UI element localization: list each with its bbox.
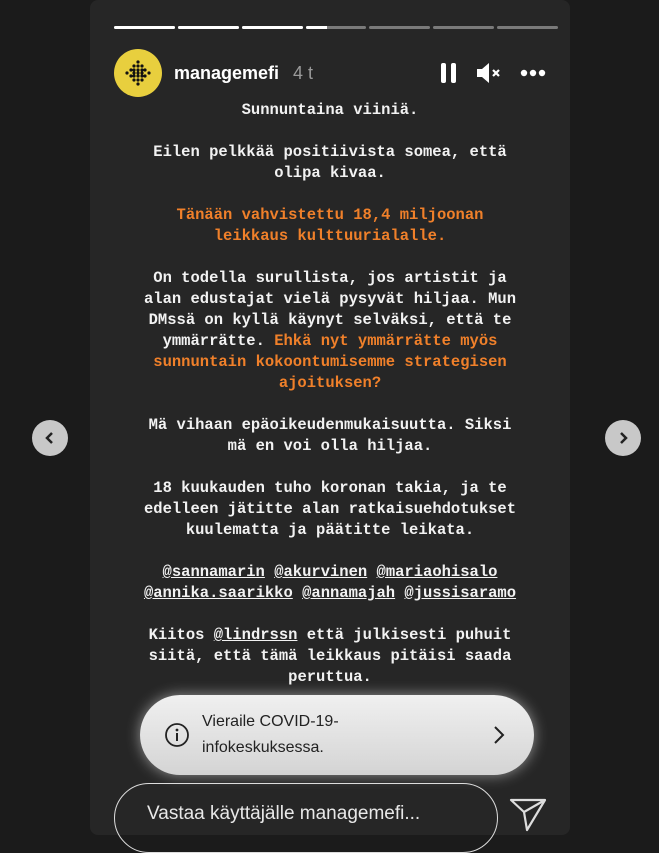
mention-link[interactable]: @annika.saarikko — [143, 584, 293, 602]
story-line — [90, 310, 570, 331]
covid-info-sticker[interactable] — [140, 695, 534, 775]
story-text-segment — [265, 563, 274, 581]
story-paragraph — [90, 268, 570, 394]
story-paragraph — [90, 205, 570, 247]
progress-segment — [306, 26, 367, 29]
progress-segment — [114, 26, 175, 29]
story-text-segment: ajoituksen? — [278, 374, 382, 392]
story-text-segment: peruttua. — [288, 668, 372, 686]
logo-icon — [123, 58, 153, 88]
mention-link[interactable]: @lindrssn — [213, 626, 298, 644]
story-text-segment: edelleen jätitte alan ratkaisuehdotukset — [143, 500, 517, 518]
story-text-segment: ymmärrätte. — [162, 332, 275, 350]
story-line — [90, 583, 570, 604]
progress-fill — [114, 26, 175, 29]
story-line — [90, 226, 570, 247]
story-line — [90, 100, 570, 121]
story-line — [90, 205, 570, 226]
story-paragraph — [90, 562, 570, 604]
story-text-segment: olipa kivaa. — [274, 164, 386, 182]
story-line — [90, 646, 570, 667]
chevron-right-icon — [616, 431, 630, 445]
story-line — [90, 667, 570, 688]
more-options-button[interactable] — [520, 69, 546, 77]
story-line — [90, 331, 570, 352]
send-icon — [509, 797, 547, 833]
story-text-segment: mä en voi olla hiljaa. — [227, 437, 433, 455]
story-header — [114, 48, 546, 98]
covid-info-text: Vieraile COVID-19-infokeskuksessa. — [202, 713, 339, 756]
story-line — [90, 478, 570, 499]
progress-segment — [178, 26, 239, 29]
mention-link[interactable]: @annamajah — [302, 584, 396, 602]
story-line — [90, 268, 570, 289]
story-text-segment: Tänään vahvistettu 18,4 miljoonan — [176, 206, 484, 224]
next-story-button[interactable] — [605, 420, 641, 456]
progress-segment — [433, 26, 494, 29]
post-time: 4 t — [293, 62, 314, 83]
story-text-segment: Eilen pelkkää positiivista somea, että — [153, 143, 507, 161]
story-paragraph — [90, 415, 570, 457]
progress-segment — [497, 26, 558, 29]
story-text-segment — [293, 584, 302, 602]
story-text-segment: Ehkä nyt ymmärrätte myös — [274, 332, 498, 350]
story-text-segment: alan edustajat vielä pysyvät hiljaa. Mun — [143, 290, 517, 308]
story-paragraph — [90, 100, 570, 121]
story-paragraph — [90, 142, 570, 184]
muted-speaker-icon — [476, 62, 502, 84]
reply-input[interactable] — [145, 802, 479, 826]
story-text-segment: DMssä on kyllä käynyt selväksi, että te — [148, 311, 512, 329]
chevron-right-icon — [492, 725, 506, 745]
progress-fill — [178, 26, 239, 29]
story-text — [90, 100, 570, 709]
story-progress — [114, 26, 558, 29]
story-text-segment: siitä, että tämä leikkaus pitäisi saada — [148, 647, 512, 665]
reply-field[interactable] — [114, 783, 498, 853]
mention-link[interactable]: @mariaohisalo — [376, 563, 498, 581]
story-line — [90, 352, 570, 373]
more-icon — [520, 69, 546, 77]
mention-link[interactable]: @akurvinen — [274, 563, 368, 581]
story-paragraph — [90, 478, 570, 541]
story-text-segment: 18 kuukauden tuho koronan takia, ja te — [153, 479, 507, 497]
mention-link[interactable]: @sannamarin — [162, 563, 265, 581]
progress-fill — [306, 26, 327, 29]
progress-segment — [369, 26, 430, 29]
mention-link[interactable]: @jussisaramo — [404, 584, 517, 602]
story-text-segment: kuulematta ja päätitte leikata. — [185, 521, 475, 539]
username-link[interactable]: managemefi — [174, 62, 280, 83]
send-button[interactable] — [509, 797, 547, 838]
pause-button[interactable] — [440, 62, 458, 84]
pause-icon — [440, 62, 458, 84]
story-line — [90, 436, 570, 457]
story-line — [90, 562, 570, 583]
previous-story-button[interactable] — [32, 420, 68, 456]
info-icon — [164, 722, 190, 748]
story-text-segment: leikkaus kulttuurialalle. — [213, 227, 447, 245]
story-text-segment — [367, 563, 376, 581]
story-text-segment: että julkisesti puhuit — [297, 626, 512, 644]
story-text-segment: Sunnuntaina viiniä. — [241, 101, 419, 119]
story-line — [90, 415, 570, 436]
progress-segment — [242, 26, 303, 29]
mute-button[interactable] — [476, 62, 502, 84]
story-text-segment: On todella surullista, jos artistit ja — [153, 269, 507, 287]
story-line — [90, 373, 570, 394]
story-card — [90, 0, 570, 835]
story-line — [90, 289, 570, 310]
story-line — [90, 163, 570, 184]
story-line — [90, 142, 570, 163]
chevron-left-icon — [43, 431, 57, 445]
story-text-segment: Mä vihaan epäoikeudenmukaisuutta. Siksi — [148, 416, 512, 434]
story-line — [90, 625, 570, 646]
story-text-segment: sunnuntain kokoontumisemme strategisen — [153, 353, 507, 371]
story-line — [90, 499, 570, 520]
story-paragraph — [90, 625, 570, 688]
story-line — [90, 520, 570, 541]
avatar[interactable] — [114, 49, 162, 97]
progress-fill — [242, 26, 303, 29]
story-text-segment: Kiitos — [148, 626, 214, 644]
